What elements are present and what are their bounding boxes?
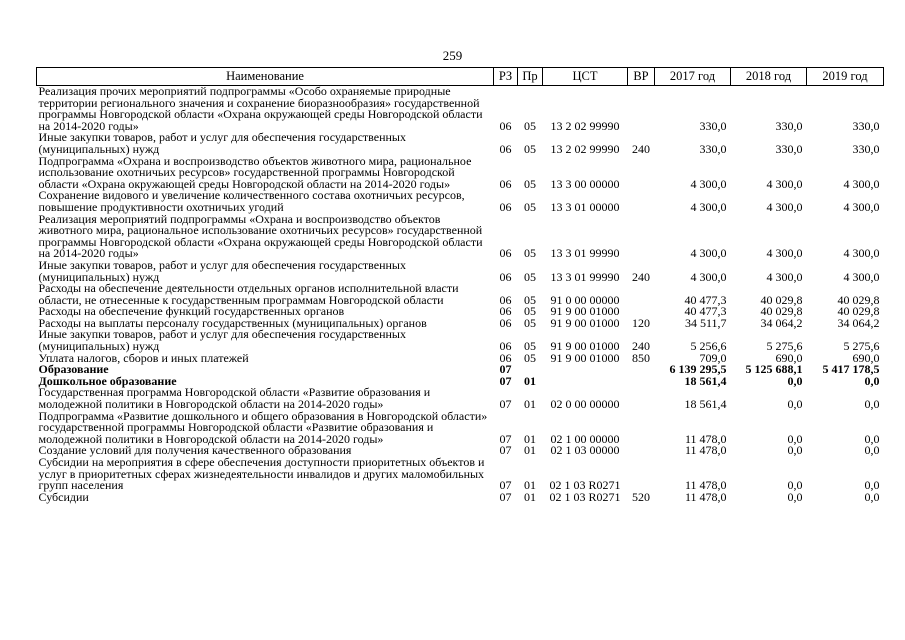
cell-2018: 0,0 [787,489,803,504]
cell-pr: 05 [524,315,536,330]
cell-pr: 05 [524,118,536,133]
cell-rz: 06 [499,269,512,284]
cell-2018: 0,0 [787,443,803,458]
cell-vr [628,457,655,492]
cell-2017: 11 478,0 [684,443,727,458]
cell-pr: 01 [524,397,536,412]
table-header [37,68,884,86]
cell-name: Уплата налогов, сборов и иных платежей [38,350,249,365]
cell-pr: 05 [524,176,536,191]
table-row [37,214,884,260]
cell-rz: 07 [499,362,512,377]
cell-pr: 05 [524,199,536,214]
cell-2019: 40 029,8 [837,292,880,307]
cell-2018: 4 300,0 [766,176,803,191]
cell-cst: 13 2 02 99990 [550,141,620,156]
cell-name: Государственная программа Новгородской области «Развитие образования и молодежной политики в Новгородской области на 2014-2020 годы» [38,385,431,412]
cell-2018: 5 275,6 [766,339,803,354]
cell-vr [628,214,655,260]
cell-2018: 4 300,0 [766,199,803,214]
cell-name: Субсидии на мероприятия в сфере обеспечения доступности приоритетных объектов и услуг в приоритетных сферах жизнедеятельности инвалидов и других маломобильных групп населения [38,455,485,493]
table-row [37,86,884,133]
cell-cst: 02 1 00 00000 [550,431,620,446]
table-row [37,156,884,191]
cell-name: Реализация прочих мероприятий подпрограммы «Особо охраняемые природные территории регионального значения и сохранение биоразнообразия» государственной программы Новгородской области «Охрана окружающей среды Новгородской области на 2014-2020 годы» [38,84,483,133]
cell-vr: 120 [632,315,650,330]
cell-name: Субсидии [38,489,89,504]
cell-cst: 91 0 00 00000 [550,292,620,307]
cell-rz: 06 [499,350,512,365]
cell-rz: 06 [499,315,512,330]
cell-vr [628,156,655,191]
cell-2018: 0,0 [787,397,803,412]
cell-2017: 4 300,0 [690,176,727,191]
cell-2017: 330,0 [699,118,727,133]
cell-2017: 4 300,0 [690,246,727,261]
cell-name: Расходы на обеспечение функций государственных органов [38,304,345,319]
cell-2019: 4 300,0 [843,176,880,191]
cell-name: Иные закупки товаров, работ и услуг для обеспечения государственных (муниципальных) нужд [38,257,406,284]
cell-rz: 06 [499,304,512,319]
table-row [37,190,884,213]
cell-2017: 18 561,4 [684,397,727,412]
cell-2019: 4 300,0 [843,199,880,214]
cell-vr [628,190,655,213]
cell-rz: 06 [499,339,512,354]
cell-2017: 40 477,3 [684,304,727,319]
cell-cst: 02 1 03 R0271 [549,478,621,493]
cell-pr: 01 [524,478,536,493]
header-name: Наименование [37,68,494,86]
cell-2019: 0,0 [864,373,880,388]
table-row [37,387,884,410]
cell-2018: 34 064,2 [760,315,803,330]
table-body [37,86,884,504]
cell-rz: 06 [499,246,512,261]
cell-rz: 07 [499,443,512,458]
cell-2017: 5 256,6 [690,339,727,354]
cell-vr: 240 [632,141,650,156]
cell-pr: 05 [524,339,536,354]
table-row [37,283,884,306]
table-row [37,132,884,155]
cell-pr: 01 [524,373,536,388]
cell-name: Создание условий для получения качественного образования [38,443,352,458]
table-row [37,411,884,446]
cell-2019: 4 300,0 [843,269,880,284]
cell-name: Подпрограмма «Развитие дошкольного и общего образования в Новгородской области» государственной программы Новгородской области «Развитие образования и молодежной политики в Новгородской области на 2014-2020 годы» [38,408,488,446]
cell-2019: 0,0 [864,478,880,493]
table-row [37,492,884,504]
cell-name: Иные закупки товаров, работ и услуг для обеспечения государственных (муниципальных) нужд [38,327,406,354]
cell-rz: 06 [499,141,512,156]
cell-2018: 40 029,8 [760,304,803,319]
cell-rz: 07 [499,373,512,388]
cell-vr [628,376,655,388]
cell-rz: 06 [499,199,512,214]
cell-2017: 11 478,0 [684,478,727,493]
cell-name: Расходы на обеспечение деятельности отдельных органов исполнительной власти области, не отнесенные к государственным программам Новгородской области [38,281,459,307]
cell-pr: 01 [524,431,536,446]
cell-cst: 13 3 01 00000 [550,199,620,214]
cell-2018: 5 125 688,1 [745,362,803,377]
cell-2019: 4 300,0 [843,246,880,261]
cell-cst: 91 9 00 01000 [550,304,620,319]
cell-rz: 07 [499,431,512,446]
cell-pr: 05 [524,269,536,284]
cell-cst: 13 3 01 99990 [550,246,620,261]
header-2018: 2018 год [731,68,807,86]
cell-2019: 5 417 178,5 [822,362,880,377]
cell-pr: 05 [524,292,536,307]
cell-2018: 690,0 [775,350,803,365]
cell-cst: 02 1 03 R0271 [549,489,621,504]
cell-cst: 13 2 02 99990 [550,118,620,133]
cell-cst [543,364,628,376]
cell-2018: 330,0 [775,118,803,133]
cell-2018: 0,0 [787,431,803,446]
cell-2017: 330,0 [699,141,727,156]
cell-2017: 18 561,4 [684,373,727,388]
cell-2019: 330,0 [852,141,880,156]
cell-cst: 13 3 01 99990 [550,269,620,284]
cell-2018: 4 300,0 [766,246,803,261]
cell-2019: 34 064,2 [837,315,880,330]
cell-name: Иные закупки товаров, работ и услуг для обеспечения государственных (муниципальных) нужд [38,130,406,156]
cell-2019: 0,0 [864,489,880,504]
header-2019: 2019 год [807,68,884,86]
cell-rz: 07 [499,489,512,504]
cell-2017: 4 300,0 [690,199,727,214]
cell-rz: 06 [499,118,512,133]
cell-cst [543,376,628,388]
cell-2018: 40 029,8 [760,292,803,307]
cell-2019: 690,0 [852,350,880,365]
cell-name: Дошкольное образование [38,373,177,388]
cell-2017: 34 511,7 [684,315,727,330]
header-rz: РЗ [494,68,518,86]
cell-rz: 06 [499,176,512,191]
cell-name: Подпрограмма «Охрана и воспроизводство объектов животного мира, рациональное использование охотничьих ресурсов» государственной программы Новгородской области «Охрана окружающей среды Новгородской области на 2014-2020 годы» [38,153,472,191]
cell-pr: 05 [524,141,536,156]
cell-2018: 0,0 [787,478,803,493]
header-cst: ЦСТ [543,68,628,86]
cell-vr [628,387,655,410]
cell-2018: 330,0 [775,141,803,156]
cell-2019: 0,0 [864,443,880,458]
page-number: 259 [442,48,463,63]
cell-vr: 520 [632,489,650,504]
cell-rz: 07 [499,397,512,412]
cell-2018: 0,0 [787,373,803,388]
table-row [37,457,884,492]
cell-vr: 240 [632,339,650,354]
table-row [37,329,884,352]
cell-rz: 07 [499,478,512,493]
cell-cst: 91 9 00 01000 [550,315,620,330]
cell-pr: 05 [524,350,536,365]
cell-2019: 0,0 [864,431,880,446]
cell-pr: 01 [524,489,536,504]
cell-2019: 0,0 [864,397,880,412]
cell-2019: 330,0 [852,118,880,133]
cell-pr: 05 [524,246,536,261]
cell-vr [628,411,655,446]
cell-pr: 01 [524,443,536,458]
cell-cst: 02 1 03 00000 [550,443,620,458]
budget-table [36,67,884,503]
cell-cst: 91 9 00 01000 [550,350,620,365]
cell-2017: 11 478,0 [684,431,727,446]
cell-2019: 5 275,6 [843,339,880,354]
cell-name: Сохранение видового и увеличение количественного состава охотничьих ресурсов, повышение продуктивности охотничьих угодий [38,188,465,214]
cell-2017: 709,0 [699,350,727,365]
cell-2017: 40 477,3 [684,292,727,307]
cell-name: Реализация мероприятий подпрограммы «Охрана и воспроизводство объектов животного мира, рациональное использование охотничьих ресурсов» государственной программы Новгородской области «Охрана окружающей среды Новгородской области на 2014-2020 годы» [38,211,483,261]
cell-2017: 11 478,0 [684,489,727,504]
cell-cst: 02 0 00 00000 [550,397,620,412]
cell-name: Образование [38,362,109,377]
cell-cst: 91 9 00 01000 [550,339,620,354]
header-2017: 2017 год [655,68,731,86]
cell-vr [628,445,655,457]
cell-2019: 40 029,8 [837,304,880,319]
cell-vr: 850 [632,350,650,365]
cell-vr [628,364,655,376]
cell-2017: 4 300,0 [690,269,727,284]
cell-vr: 240 [632,269,650,284]
cell-2017: 6 139 295,5 [669,362,727,377]
table-row [37,260,884,283]
cell-name: Расходы на выплаты персоналу государственных (муниципальных) органов [38,315,427,330]
header-vr: ВР [628,68,655,86]
cell-2018: 4 300,0 [766,269,803,284]
cell-pr: 05 [524,304,536,319]
cell-vr [628,86,655,133]
cell-rz: 06 [499,292,512,307]
cell-cst: 13 3 00 00000 [550,176,620,191]
cell-vr [628,283,655,306]
header-pr: Пр [518,68,543,86]
